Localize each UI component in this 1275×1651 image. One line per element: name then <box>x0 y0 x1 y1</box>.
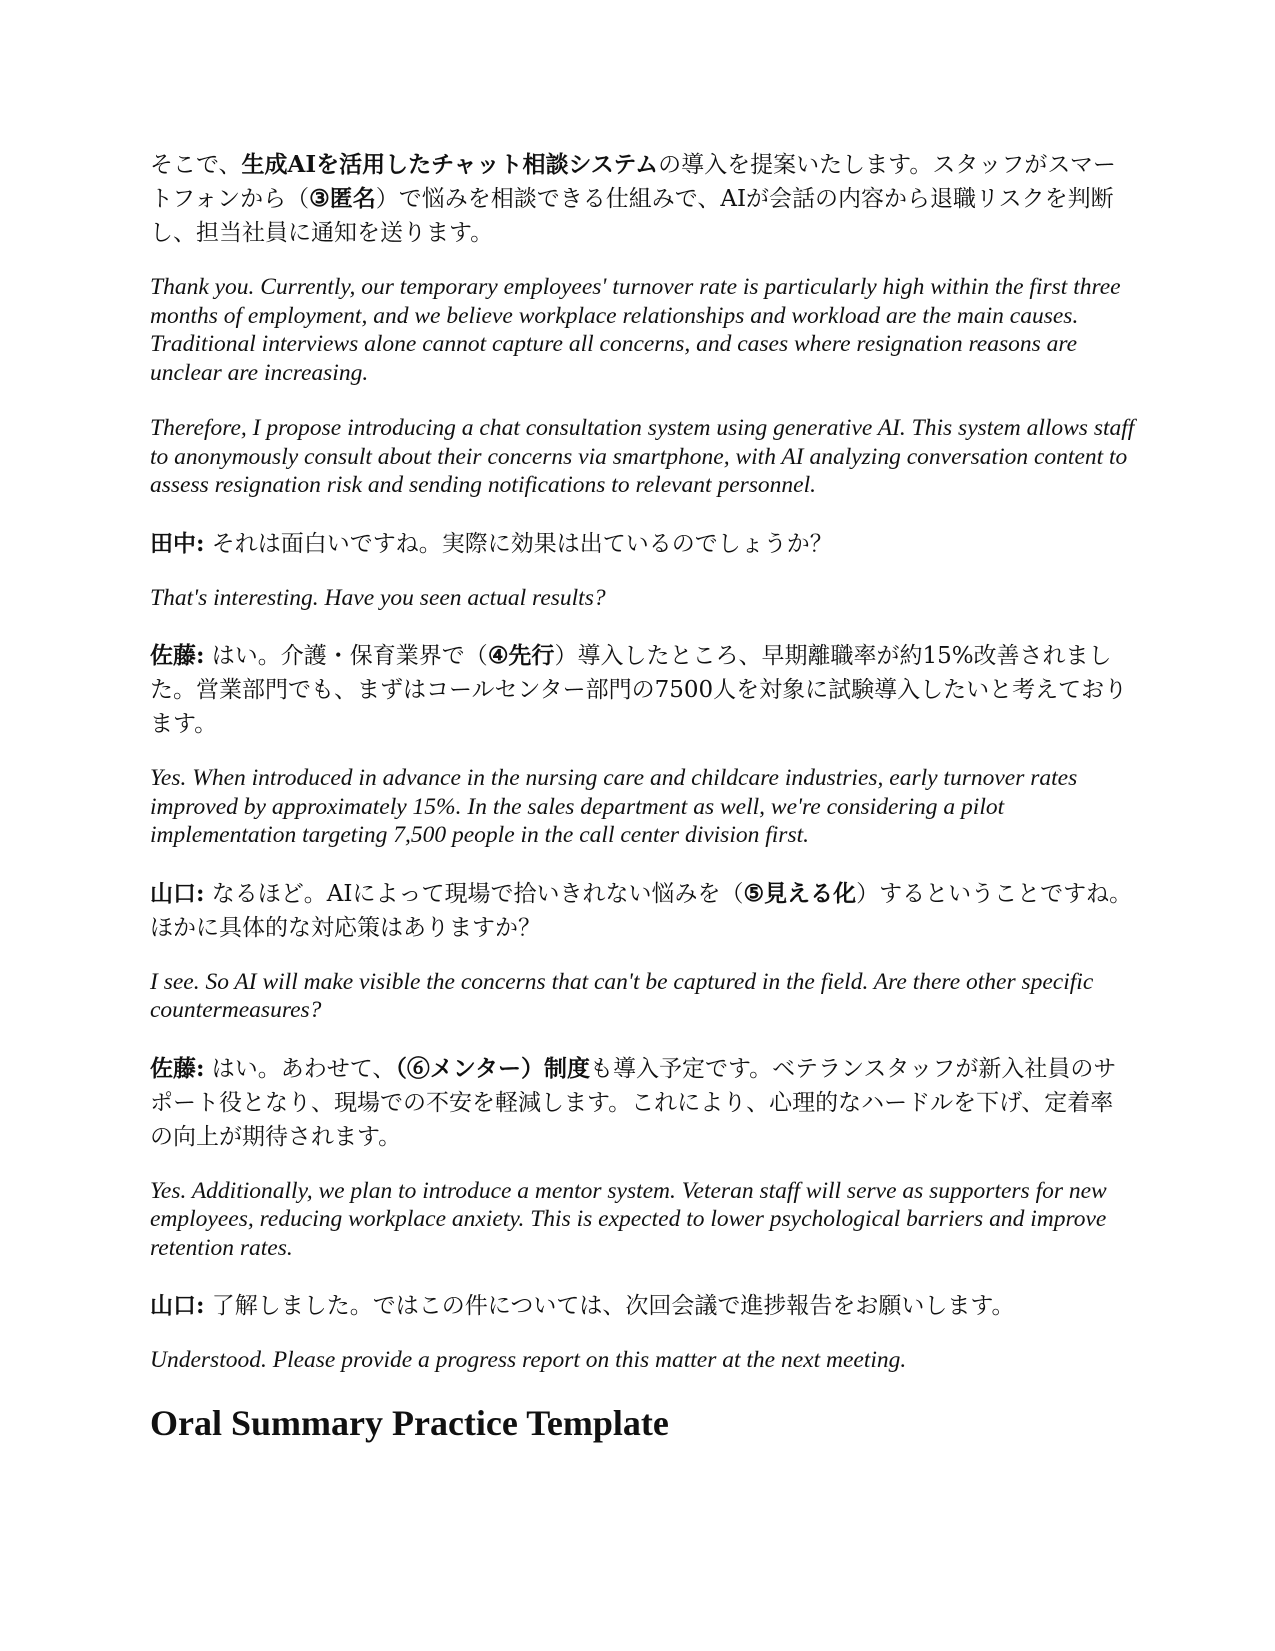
translation-tanaka: That's interesting. Have you seen actual results? <box>150 584 606 611</box>
dialogue-text: ）導入したところ、早期離職率が約15%改善されました。営業部門でも、まずはコールセンター部門の7500人を対象に試験導入したいと考えております。 <box>150 643 1128 737</box>
dialogue-yamaguchi-1 <box>150 877 1135 945</box>
dialogue-text: はい。介護・保育業界で（ <box>204 643 488 669</box>
highlight-chat-system: 生成AIを活用したチャット相談システム <box>241 151 659 178</box>
translation-thank-you: Thank you. Currently, our temporary employees' turnover rate is particularly high within the first three months of employment, and we believe workplace relationships and workload are the main causes. Traditional interviews alone cannot capture all concerns, and cases where resignation reasons are unclear are increasing. <box>150 274 1121 386</box>
translation-proposal: Therefore, I propose introducing a chat consultation system using generative AI. This system allows staff to anonymously consult about their concerns via smartphone, with AI analyzing conversation content to assess resignation risk and sending notifications to relevant personnel. <box>150 415 1135 498</box>
dialogue-tanaka <box>150 527 1135 561</box>
translation-sato-1: Yes. When introduced in advance in the nursing care and childcare industries, early turnover rates improved by approximately 15%. In the sales department as well, we're considering a pilot implementation targeting 7,500 people in the call center division first. <box>150 765 1078 848</box>
dialogue-text: ）するということですね。ほかに具体的な対応策はありますか？ <box>150 880 1133 941</box>
speaker-name: 佐藤: <box>150 642 205 669</box>
speaker-name: 山口: <box>150 879 205 907</box>
highlight-mentor-system: （⑥メンター）制度 <box>395 1054 590 1082</box>
highlight-visualize: ⑤見える化 <box>743 879 857 907</box>
translation-yamaguchi-1: I see. So AI will make visible the concerns that can't be captured in the field. Are there other specific countermeasures? <box>150 968 1094 1023</box>
dialogue-text: 了解しました。ではこの件については、次回会議で進捗報告をお願いします。 <box>204 1293 1015 1319</box>
paragraph-proposal-jp <box>150 148 1135 250</box>
dialogue-text: も導入予定です。ベテランスタッフが新入社員のサポート役となり、現場での不安を軽減します。これにより、心理的なハードルを下げ、定着率の向上が期待されます。 <box>150 1055 1117 1150</box>
speaker-name: 佐藤: <box>150 1054 205 1082</box>
translation-sato-2: Yes. Additionally, we plan to introduce a mentor system. Veteran staff will serve as supporters for new employees, reducing workplace anxiety. This is expected to lower psychological barriers and improve retention rates. <box>150 1177 1107 1261</box>
text: ）で悩みを相談できる仕組みで、AIが会話の内容から退職リスクを判断し、担当社員に通知を送ります。 <box>150 186 1114 246</box>
document-page <box>150 148 1135 1444</box>
dialogue-sato-2 <box>150 1052 1135 1154</box>
section-heading: Oral Summary Practice Template <box>150 1402 669 1443</box>
dialogue-text: なるほど。AIによって現場で拾いきれない悩みを（ <box>204 880 744 907</box>
text: の導入を提案いたします。スタッフがスマートフォンから（ <box>150 152 1116 212</box>
text: そこで、 <box>150 152 242 178</box>
dialogue-sato-1 <box>150 639 1135 741</box>
speaker-name: 山口: <box>150 1292 205 1319</box>
dialogue-text: それは面白いですね。実際に効果は出ているのでしょうか？ <box>204 530 833 557</box>
highlight-anonymous: ③匿名 <box>309 185 376 212</box>
dialogue-text: はい。あわせて、 <box>204 1055 396 1082</box>
dialogue-yamaguchi-2 <box>150 1289 1135 1323</box>
highlight-advance: ④先行 <box>487 642 555 669</box>
speaker-name: 田中: <box>150 529 205 557</box>
translation-yamaguchi-2: Understood. Please provide a progress report on this matter at the next meeting. <box>150 1347 907 1373</box>
